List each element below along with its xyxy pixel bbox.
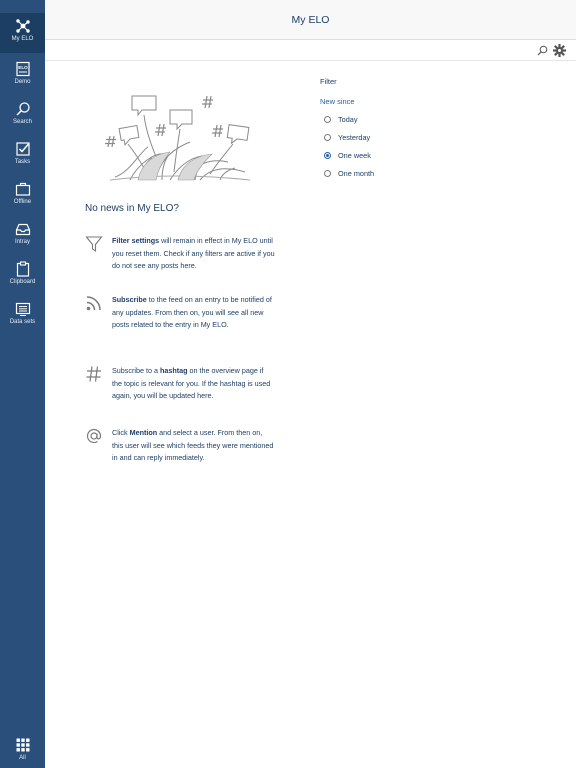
radio-button-selected[interactable] xyxy=(324,152,331,159)
sidebar-item-label: All xyxy=(19,755,26,761)
tip-text: Subscribe to a hashtag on the overview page if the topic is relevant for you. If the hashtag is used again, you will be updated here. xyxy=(112,366,271,400)
hashtag-icon xyxy=(85,365,103,383)
sidebar-item-label: Search xyxy=(12,119,32,125)
radio-button[interactable] xyxy=(324,116,331,123)
network-icon xyxy=(15,18,31,34)
no-news-heading: No news in My ELO? xyxy=(85,203,179,214)
sidebar-item-label: Offline xyxy=(13,199,32,205)
filter-title: Filter xyxy=(320,77,337,86)
sidebar-item-label: Clipboard xyxy=(9,279,36,285)
sidebar xyxy=(0,0,45,768)
radio-label: One month xyxy=(338,168,375,178)
radio-button[interactable] xyxy=(324,134,331,141)
filter-option-one-month[interactable] xyxy=(324,167,374,179)
tip-text: Filter settings will remain in effect in My ELO until you reset them. Check if any filters are active if you do not see any posts here. xyxy=(112,236,275,270)
svg-text:ELO: ELO xyxy=(17,65,28,70)
sidebar-item-label: Tasks xyxy=(14,159,31,165)
sidebar-item-search[interactable] xyxy=(0,96,45,136)
tip-text: Subscribe to the feed on an entry to be notified of any updates. From then on, you will see all new posts related to the entry in My ELO. xyxy=(112,295,272,329)
new-since-label: New since xyxy=(320,97,355,106)
filter-option-one-week[interactable] xyxy=(324,149,371,161)
sidebar-item-label: My ELO xyxy=(11,36,34,42)
toolbar xyxy=(45,40,576,61)
sidebar-item-offline[interactable] xyxy=(0,176,45,216)
tip-text: Click Mention and select a user. From then on, this user will see which feeds they were mentioned in and can reply immediately. xyxy=(112,428,274,462)
checkbox-icon xyxy=(15,141,31,157)
app-header xyxy=(45,0,576,40)
elo-repository-icon xyxy=(15,61,31,77)
sidebar-item-data-sets[interactable] xyxy=(0,296,45,336)
data-sets-icon xyxy=(15,301,31,317)
no-news-illustration-icon xyxy=(100,92,255,184)
search-icon xyxy=(536,44,549,57)
at-sign-icon xyxy=(85,427,103,445)
search-button[interactable] xyxy=(536,44,549,57)
sidebar-item-label: Intray xyxy=(14,239,30,245)
sidebar-item-intray[interactable] xyxy=(0,216,45,256)
radio-label: Yesterday xyxy=(338,132,371,142)
filter-option-yesterday[interactable] xyxy=(324,131,370,143)
sidebar-item-demo[interactable] xyxy=(0,56,45,96)
filter-option-today[interactable] xyxy=(324,113,357,125)
settings-button[interactable] xyxy=(553,44,566,57)
radio-button[interactable] xyxy=(324,170,331,177)
grid-icon xyxy=(15,737,31,753)
radio-label: One week xyxy=(338,150,371,160)
clipboard-icon xyxy=(15,261,31,277)
sidebar-item-label: Data sets xyxy=(9,319,36,325)
search-icon xyxy=(15,101,31,117)
radio-label: Today xyxy=(338,114,358,124)
rss-feed-icon xyxy=(85,294,103,312)
sidebar-item-tasks[interactable] xyxy=(0,136,45,176)
sidebar-item-my-elo[interactable] xyxy=(0,13,45,53)
sidebar-item-all[interactable] xyxy=(0,732,45,768)
inbox-tray-icon xyxy=(15,221,31,237)
gear-icon xyxy=(553,44,566,57)
sidebar-item-label: Demo xyxy=(14,79,31,85)
sidebar-item-clipboard[interactable] xyxy=(0,256,45,296)
filter-icon xyxy=(85,235,103,253)
briefcase-icon xyxy=(15,181,31,197)
page-title: My ELO xyxy=(291,13,330,26)
